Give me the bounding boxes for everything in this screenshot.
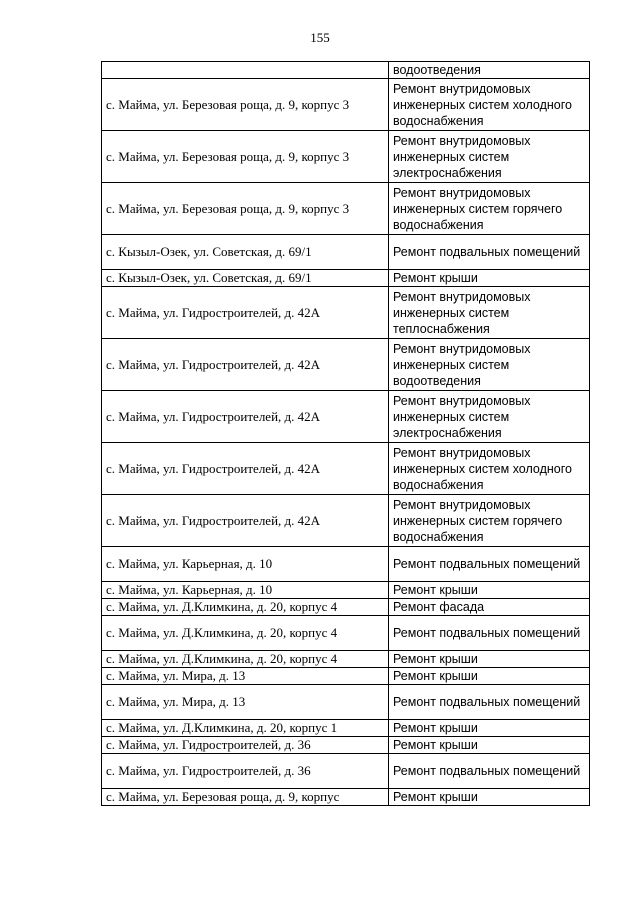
address-cell: с. Майма, ул. Гидростроителей, д. 42А <box>102 443 389 495</box>
table-row <box>102 270 590 287</box>
address-cell: с. Майма, ул. Березовая роща, д. 9, корпус 3 <box>102 183 389 235</box>
work-type-cell: водоотведения <box>389 62 590 79</box>
work-type-cell: Ремонт внутридомовых инженерных систем холодного водоснабжения <box>389 79 590 131</box>
work-type-cell: Ремонт подвальных помещений <box>389 685 590 720</box>
table-row <box>102 235 590 270</box>
address-cell: с. Майма, ул. Гидростроителей, д. 36 <box>102 737 389 754</box>
address-cell <box>102 62 389 79</box>
work-type-cell: Ремонт подвальных помещений <box>389 235 590 270</box>
address-cell: с. Майма, ул. Д.Климкина, д. 20, корпус 4 <box>102 616 389 651</box>
address-cell: с. Майма, ул. Гидростроителей, д. 42А <box>102 287 389 339</box>
address-cell: с. Майма, ул. Березовая роща, д. 9, корпус 3 <box>102 131 389 183</box>
address-cell: с. Майма, ул. Гидростроителей, д. 42А <box>102 339 389 391</box>
repair-works-table <box>101 61 590 806</box>
address-cell: с. Кызыл-Озек, ул. Советская, д. 69/1 <box>102 270 389 287</box>
work-type-cell: Ремонт крыши <box>389 789 590 806</box>
work-type-cell: Ремонт внутридомовых инженерных систем электроснабжения <box>389 131 590 183</box>
address-cell: с. Майма, ул. Мира, д. 13 <box>102 685 389 720</box>
table-row <box>102 754 590 789</box>
table-row <box>102 339 590 391</box>
work-type-cell: Ремонт внутридомовых инженерных систем водоотведения <box>389 339 590 391</box>
work-type-cell: Ремонт фасада <box>389 599 590 616</box>
table-row <box>102 62 590 79</box>
table-row <box>102 183 590 235</box>
table-row <box>102 287 590 339</box>
table-row <box>102 720 590 737</box>
address-cell: с. Майма, ул. Гидростроителей, д. 42А <box>102 391 389 443</box>
work-type-cell: Ремонт внутридомовых инженерных систем электроснабжения <box>389 391 590 443</box>
address-cell: с. Майма, ул. Д.Климкина, д. 20, корпус 4 <box>102 599 389 616</box>
table-row <box>102 79 590 131</box>
work-type-cell: Ремонт подвальных помещений <box>389 616 590 651</box>
page-number: 155 <box>310 30 330 45</box>
work-type-cell: Ремонт внутридомовых инженерных систем теплоснабжения <box>389 287 590 339</box>
work-type-cell: Ремонт крыши <box>389 582 590 599</box>
address-cell: с. Майма, ул. Мира, д. 13 <box>102 668 389 685</box>
address-cell: с. Майма, ул. Гидростроителей, д. 36 <box>102 754 389 789</box>
work-type-cell: Ремонт внутридомовых инженерных систем холодного водоснабжения <box>389 443 590 495</box>
table-row <box>102 391 590 443</box>
table-row <box>102 737 590 754</box>
table-row <box>102 616 590 651</box>
table-row <box>102 547 590 582</box>
address-cell: с. Майма, ул. Д.Климкина, д. 20, корпус 4 <box>102 651 389 668</box>
work-type-cell: Ремонт крыши <box>389 668 590 685</box>
address-cell: с. Майма, ул. Карьерная, д. 10 <box>102 547 389 582</box>
address-cell: с. Майма, ул. Березовая роща, д. 9, корпус <box>102 789 389 806</box>
table-row <box>102 443 590 495</box>
work-type-cell: Ремонт крыши <box>389 737 590 754</box>
table-row <box>102 495 590 547</box>
table-row <box>102 599 590 616</box>
address-cell: с. Майма, ул. Березовая роща, д. 9, корпус 3 <box>102 79 389 131</box>
table-row <box>102 668 590 685</box>
work-type-cell: Ремонт внутридомовых инженерных систем горячего водоснабжения <box>389 495 590 547</box>
table-row <box>102 685 590 720</box>
address-cell: с. Майма, ул. Гидростроителей, д. 42А <box>102 495 389 547</box>
work-type-cell: Ремонт внутридомовых инженерных систем горячего водоснабжения <box>389 183 590 235</box>
address-cell: с. Кызыл-Озек, ул. Советская, д. 69/1 <box>102 235 389 270</box>
work-type-cell: Ремонт крыши <box>389 270 590 287</box>
table-row <box>102 651 590 668</box>
work-type-cell: Ремонт подвальных помещений <box>389 547 590 582</box>
work-type-cell: Ремонт подвальных помещений <box>389 754 590 789</box>
work-type-cell: Ремонт крыши <box>389 651 590 668</box>
table-row <box>102 789 590 806</box>
address-cell: с. Майма, ул. Д.Климкина, д. 20, корпус 1 <box>102 720 389 737</box>
table-row <box>102 131 590 183</box>
address-cell: с. Майма, ул. Карьерная, д. 10 <box>102 582 389 599</box>
work-type-cell: Ремонт крыши <box>389 720 590 737</box>
table-row <box>102 582 590 599</box>
